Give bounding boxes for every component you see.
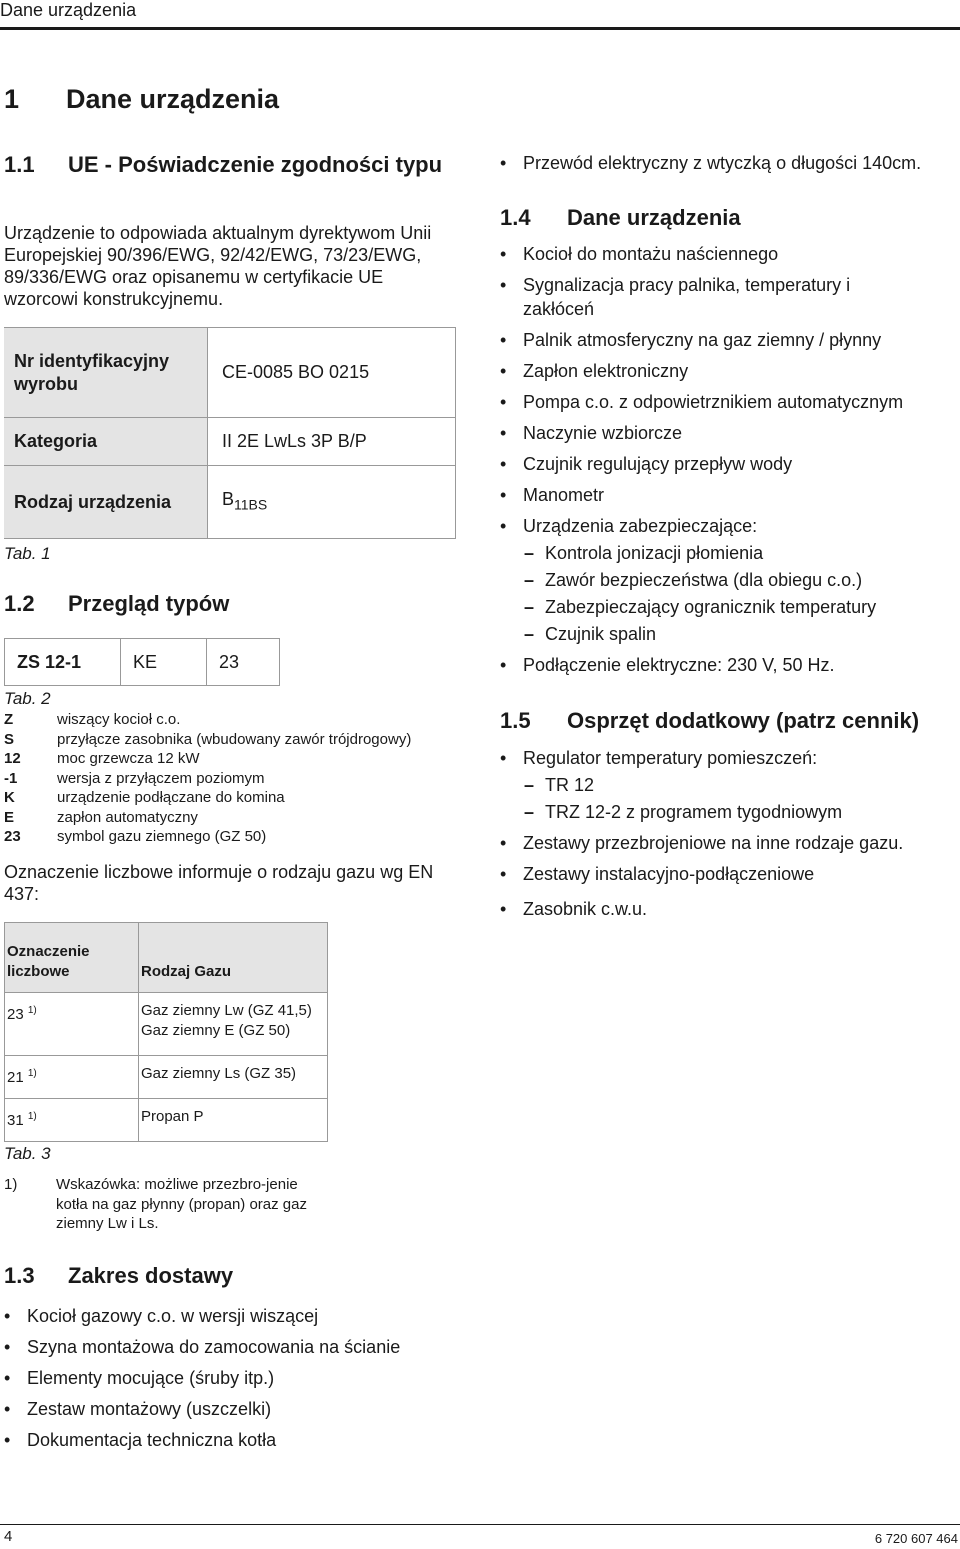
list-item: • Szyna montażowa do zamocowania na ścianie (4, 1332, 464, 1363)
subsection-title: Dane urządzenia (567, 205, 741, 230)
legend-key: -1 (4, 769, 18, 787)
gas-cell (139, 993, 328, 1056)
table-row (5, 1056, 328, 1099)
legend-value: moc grzewcza 12 kW (57, 750, 200, 767)
list-item: • Palnik atmosferyczny na gaz ziemny / płynny (500, 328, 920, 352)
table-caption: Tab. 3 (4, 1144, 51, 1163)
gas-type-table (4, 922, 328, 1142)
subsection-number: 1.1 (4, 152, 35, 177)
label-cell: Kategoria (4, 418, 208, 466)
footnote-marker: 1) (27, 1111, 37, 1122)
legend-value: zapłon automatyczny (57, 808, 198, 826)
value-cell: II 2E LwLs 3P B/P (222, 431, 367, 451)
gas-code: 31 (7, 1112, 24, 1129)
list-item: • Zasobnik c.w.u. (500, 897, 958, 921)
sub-list-item: – Zawór bezpieczeństwa (dla obiegu c.o.) (500, 568, 920, 592)
gas-name: Gaz ziemny E (GZ 50) (141, 1022, 291, 1039)
legend-value: symbol gazu ziemnego (GZ 50) (57, 828, 267, 845)
code-cell (5, 1099, 139, 1142)
list-item (4, 788, 411, 808)
label-cell: Nr identyfikacyjny wyrobu (4, 328, 208, 418)
type-legend (4, 710, 411, 847)
subsection-number: 1.3 (4, 1263, 35, 1288)
gas-intro-text: Oznaczenie liczbowe informuje o rodzaju gazu wg EN 437: (4, 862, 434, 904)
list-item (4, 808, 411, 828)
gas-name: Gaz ziemny Lw (GZ 41,5) (141, 1002, 312, 1019)
subsection-1-4-heading (500, 204, 741, 231)
value-subscript: 11BS (234, 496, 268, 513)
legend-key: 12 (4, 750, 21, 767)
list-item: • Manometr (500, 483, 920, 507)
subsection-1-5-heading (500, 707, 919, 734)
section-heading (4, 84, 279, 115)
list-item: • Zestawy instalacyjno-podłączeniowe (500, 862, 958, 886)
list-item: • Sygnalizacja pracy palnika, temperatury i zakłóceń (500, 273, 920, 321)
list-item: • Pompa c.o. z odpowietrznikiem automatycznym (500, 390, 920, 414)
value-cell: CE-0085 BO 0215 (222, 362, 370, 382)
table-row (4, 466, 456, 539)
list-item: • Kocioł gazowy c.o. w wersji wiszącej (4, 1301, 464, 1332)
value-main: B (222, 488, 235, 509)
header-rule (0, 27, 960, 30)
list-item: • Naczynie wzbiorcze (500, 421, 920, 445)
subsection-title: UE - Poświadczenie zgodności typu (68, 152, 443, 177)
list-item: • Kocioł do montażu naściennego (500, 242, 920, 266)
section-title: Dane urządzenia (66, 84, 280, 114)
legend-key: 23 (4, 828, 21, 845)
legend-key: S (4, 730, 15, 748)
section-number: 1 (4, 84, 20, 114)
subsection-1-1-heading (4, 151, 454, 178)
list-item: • Zestaw montażowy (uszczelki) (4, 1394, 464, 1425)
list-item (4, 730, 411, 750)
footer-rule (0, 1524, 960, 1525)
label-cell: Rodzaj urządzenia (4, 466, 208, 539)
subsection-number: 1.4 (500, 205, 531, 230)
list-item: • Regulator temperatury pomieszczeń: (500, 746, 958, 770)
list-item: • Czujnik regulujący przepływ wody (500, 452, 920, 476)
sub-list-item: – Kontrola jonizacji płomienia (500, 541, 920, 565)
type-cell: 23 (207, 639, 280, 686)
column-header: Oznaczenie liczbowe (5, 923, 139, 993)
footnote-marker: 1) (4, 1176, 18, 1193)
footnote-marker: 1) (27, 1005, 37, 1016)
list-item (4, 710, 411, 730)
subsection-1-2-heading (4, 590, 229, 617)
type-cell: ZS 12-1 (17, 651, 82, 672)
gas-cell (139, 1099, 328, 1142)
footnote-text: Wskazówka: możliwe przezbro-jenie kotła na gaz płynny (propan) oraz gaz ziemny Lw i Ls. (56, 1176, 307, 1232)
table-row (5, 993, 328, 1056)
list-item: • Zapłon elektroniczny (500, 359, 920, 383)
sub-list-item: – TR 12 (500, 773, 958, 797)
legend-value: urządzenie podłączane do komina (57, 789, 285, 806)
footnote (4, 1175, 316, 1234)
sub-list-item: – Zabezpieczający ogranicznik temperatury (500, 595, 920, 619)
type-cell: KE (121, 639, 207, 686)
product-data-table (4, 327, 456, 539)
gas-code: 23 (7, 1006, 24, 1023)
subsection-title: Osprzęt dodatkowy (patrz cennik) (567, 708, 920, 733)
list-item: • Zestawy przezbrojeniowe na inne rodzaje gazu. (500, 831, 958, 855)
document-number: 6 720 607 464 (874, 1531, 958, 1546)
page-number: 4 (4, 1528, 13, 1545)
footnote-marker: 1) (27, 1068, 37, 1079)
list-item (4, 827, 411, 847)
conformity-text: Urządzenie to odpowiada aktualnym dyrektywom Unii Europejskiej 90/396/EWG, 92/42/EWG, 73/23/EWG, 89/336/EWG oraz opisanemu w certyfikacie UE wzorcowi konstrukcyjnemu. (4, 223, 432, 309)
code-cell (5, 993, 139, 1056)
table-row (4, 418, 456, 466)
list-item: • Urządzenia zabezpieczające: (500, 514, 920, 538)
list-item (4, 769, 411, 789)
legend-value: wiszący kocioł c.o. (57, 711, 181, 728)
gas-cell (139, 1056, 328, 1099)
table-header-row (5, 923, 328, 993)
gas-code: 21 (7, 1069, 24, 1086)
code-cell (5, 1056, 139, 1099)
list-item: • Elementy mocujące (śruby itp.) (4, 1363, 464, 1394)
subsection-number: 1.5 (500, 708, 531, 733)
table-caption: Tab. 1 (4, 544, 51, 563)
sub-list-item: – Czujnik spalin (500, 622, 920, 646)
legend-key: K (4, 789, 15, 806)
legend-key: E (4, 808, 15, 826)
column-header: Rodzaj Gazu (139, 923, 328, 993)
running-header: Dane urządzenia (0, 0, 137, 20)
legend-value: przyłącze zasobnika (wbudowany zawór trójdrogowy) (57, 730, 412, 748)
legend-value: wersja z przyłączem poziomym (57, 769, 265, 787)
subsection-title: Zakres dostawy (68, 1263, 234, 1288)
accessories-list (500, 746, 958, 921)
list-item: • Przewód elektryczny z wtyczką o długości 140cm. (500, 153, 958, 174)
list-item: • Dokumentacja techniczna kotła (4, 1425, 464, 1456)
subsection-title: Przegląd typów (68, 591, 230, 616)
list-item: • Podłączenie elektryczne: 230 V, 50 Hz. (500, 653, 920, 677)
value-cell (208, 466, 456, 539)
subsection-1-3-heading (4, 1262, 233, 1289)
table-row (5, 639, 280, 686)
gas-name: Propan P (141, 1108, 204, 1125)
table-caption: Tab. 2 (4, 689, 51, 708)
list-item (4, 749, 411, 769)
device-features-list (500, 242, 920, 677)
delivery-list (4, 1301, 464, 1456)
type-code-table (4, 638, 280, 686)
legend-key: Z (4, 711, 14, 728)
table-row (4, 328, 456, 418)
cable-list (500, 153, 958, 174)
table-row (5, 1099, 328, 1142)
gas-name: Gaz ziemny Ls (GZ 35) (141, 1065, 297, 1082)
subsection-number: 1.2 (4, 591, 35, 616)
sub-list-item: – TRZ 12-2 z programem tygodniowym (500, 800, 958, 824)
